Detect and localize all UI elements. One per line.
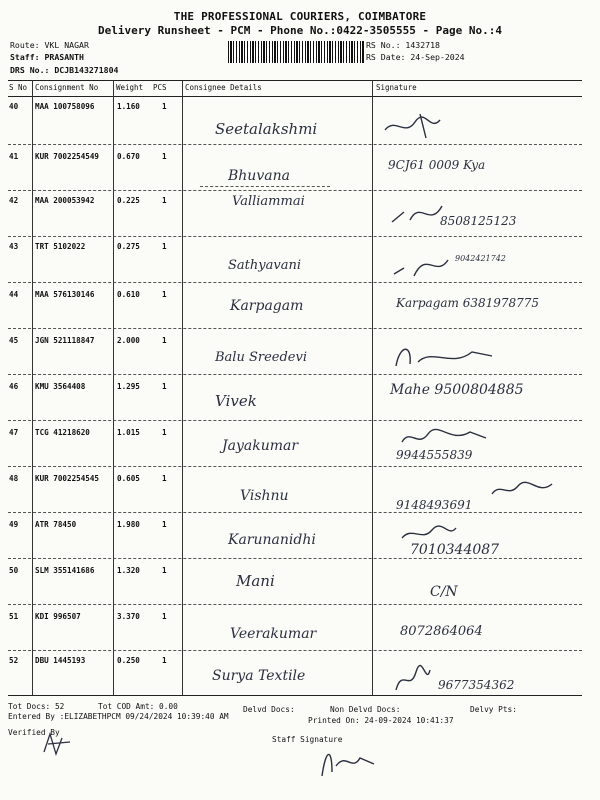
signature-handwritten-note: C/N <box>430 584 458 600</box>
row-pcs: 1 <box>162 428 167 437</box>
staff-signature-scribble <box>318 742 378 782</box>
signature-scribble <box>392 342 502 372</box>
staff-label: Staff: PRASANTH <box>10 52 84 62</box>
row-consignment-no: KUR 7002254545 <box>35 474 100 483</box>
table-row <box>0 146 600 192</box>
col-header-consignment: Consignment No <box>35 83 99 92</box>
drs-number: DRS No.: DCJB143271804 <box>10 65 119 75</box>
row-consignment-no: MAA 100758096 <box>35 102 95 111</box>
signature-scribble <box>380 112 460 140</box>
signature-handwritten-note: Mahe 9500804885 <box>390 382 524 398</box>
row-sno: 41 <box>9 152 19 161</box>
staff-signature-label: Staff Signature <box>272 735 343 744</box>
row-weight: 0.610 <box>117 290 140 299</box>
row-divider <box>8 282 582 283</box>
col-header-consignee: Consignee Details <box>185 83 262 92</box>
row-weight: 0.605 <box>117 474 140 483</box>
col-header-signature: Signature <box>376 83 417 92</box>
table-row <box>0 652 600 698</box>
row-divider <box>8 512 582 513</box>
table-row <box>0 376 600 422</box>
rs-date: RS Date: 24-Sep-2024 <box>366 52 465 62</box>
signature-handwritten-note: 7010344087 <box>410 542 500 558</box>
consignee-handwritten-name: Sathyavani <box>228 258 301 273</box>
non-delivered-docs: Non Delvd Docs: <box>330 705 401 714</box>
consignee-handwritten-name: Jayakumar <box>222 438 299 454</box>
signature-handwritten-note: 9944555839 <box>396 448 473 462</box>
row-pcs: 1 <box>162 102 167 111</box>
row-consignment-no: DBU 1445193 <box>35 656 86 665</box>
row-sno: 42 <box>9 196 19 205</box>
signature-handwritten-note: 9677354362 <box>438 678 515 692</box>
table-row <box>0 560 600 606</box>
row-pcs: 1 <box>162 242 167 251</box>
table-row <box>0 192 600 238</box>
runsheet-subtitle: Delivery Runsheet - PCM - Phone No.:0422-3505555 - Page No.:4 <box>98 24 502 37</box>
row-consignment-no: TRT 5102022 <box>35 242 86 251</box>
row-weight: 1.015 <box>117 428 140 437</box>
signature-scribble <box>392 250 452 280</box>
table-top-rule <box>8 80 582 81</box>
consignee-handwritten-name: Mani <box>236 572 275 590</box>
total-docs: Tot Docs: 52 <box>8 702 65 711</box>
row-sno: 47 <box>9 428 19 437</box>
row-consignment-no: SLM 355141686 <box>35 566 95 575</box>
col-header-pcs: PCS <box>153 83 167 92</box>
consignee-handwritten-name: Balu Sreedevi <box>215 350 307 365</box>
signature-scribble <box>490 480 560 500</box>
row-pcs: 1 <box>162 336 167 345</box>
row-weight: 1.295 <box>117 382 140 391</box>
consignee-handwritten-name: Seetalakshmi <box>215 120 318 138</box>
row-consignment-no: ATR 78450 <box>35 520 77 529</box>
row-weight: 0.250 <box>117 656 140 665</box>
row-pcs: 1 <box>162 290 167 299</box>
signature-handwritten-note: 8508125123 <box>440 214 517 228</box>
row-sno: 48 <box>9 474 19 483</box>
consignee-handwritten-name: Karpagam <box>230 298 304 314</box>
row-weight: 0.225 <box>117 196 140 205</box>
consignee-handwritten-name: Vivek <box>215 392 257 410</box>
table-row <box>0 284 600 330</box>
row-pcs: 1 <box>162 382 167 391</box>
row-weight: 1.160 <box>117 102 140 111</box>
row-divider <box>8 144 582 145</box>
signature-scribble <box>392 666 432 696</box>
table-header-rule <box>8 96 582 97</box>
row-divider <box>8 558 582 559</box>
row-pcs: 1 <box>162 474 167 483</box>
signature-handwritten-note: 9CJ61 0009 Kya <box>388 158 486 172</box>
row-sno: 51 <box>9 612 19 621</box>
row-consignment-no: MAA 200053942 <box>35 196 95 205</box>
consignee-handwritten-name: Karunanidhi <box>228 532 316 548</box>
delivered-docs: Delvd Docs: <box>243 705 295 714</box>
route-label: Route: VKL NAGAR <box>10 40 89 50</box>
row-sno: 46 <box>9 382 19 391</box>
entered-by: Entered By :ELIZABETHPCM 09/24/2024 10:39:40 AM <box>8 712 229 721</box>
sign-line <box>200 186 330 187</box>
row-divider <box>8 466 582 467</box>
row-sno: 45 <box>9 336 19 345</box>
row-divider <box>8 650 582 651</box>
row-weight: 1.320 <box>117 566 140 575</box>
row-divider <box>8 604 582 605</box>
runsheet-title: THE PROFESSIONAL COURIERS, COIMBATORE <box>173 10 427 23</box>
barcode-image <box>228 41 364 63</box>
verified-by-label: Verified By <box>8 728 60 737</box>
row-weight: 3.370 <box>117 612 140 621</box>
row-divider <box>8 420 582 421</box>
table-row <box>0 330 600 376</box>
signature-handwritten-note: Karpagam 6381978775 <box>396 296 540 310</box>
consignee-handwritten-name: Veerakumar <box>230 626 317 642</box>
row-pcs: 1 <box>162 656 167 665</box>
signature-scribble <box>390 198 450 228</box>
signature-handwritten-note: 8072864064 <box>400 624 483 639</box>
col-header-sno: S No <box>9 83 28 92</box>
row-divider <box>8 190 582 191</box>
table-row <box>0 514 600 560</box>
table-row <box>0 238 600 284</box>
row-consignment-no: MAA 576130146 <box>35 290 95 299</box>
row-weight: 2.000 <box>117 336 140 345</box>
row-sno: 44 <box>9 290 19 299</box>
consignee-handwritten-name: Bhuvana <box>228 168 290 184</box>
printed-on: Printed On: 24-09-2024 10:41:37 <box>308 716 454 725</box>
table-row <box>0 606 600 652</box>
signature-scribble <box>400 426 490 448</box>
row-weight: 0.670 <box>117 152 140 161</box>
row-pcs: 1 <box>162 196 167 205</box>
signature-handwritten-note: 9148493691 <box>396 498 473 512</box>
consignee-handwritten-name: Surya Textile <box>212 668 306 684</box>
delivery-points: Delvy Pts: <box>470 705 517 714</box>
row-sno: 43 <box>9 242 19 251</box>
row-consignment-no: TCG 41218620 <box>35 428 90 437</box>
row-divider <box>8 374 582 375</box>
row-pcs: 1 <box>162 152 167 161</box>
row-consignment-no: KMU 3564408 <box>35 382 86 391</box>
consignee-handwritten-name: Vishnu <box>240 488 289 504</box>
row-consignment-no: KDI 996507 <box>35 612 81 621</box>
signature-scribble <box>400 522 460 544</box>
row-consignment-no: JGN 521118847 <box>35 336 95 345</box>
row-weight: 1.980 <box>117 520 140 529</box>
col-header-weight: Weight <box>116 83 144 92</box>
row-pcs: 1 <box>162 612 167 621</box>
row-divider <box>8 236 582 237</box>
row-sno: 49 <box>9 520 19 529</box>
rs-number: RS No.: 1432718 <box>366 40 440 50</box>
row-pcs: 1 <box>162 566 167 575</box>
row-consignment-no: KUR 7002254549 <box>35 152 100 161</box>
signature-handwritten-note: 9042421742 <box>455 254 506 263</box>
total-cod-amount: Tot COD Amt: 0.00 <box>98 702 178 711</box>
table-row <box>0 422 600 468</box>
row-divider <box>8 328 582 329</box>
row-sno: 50 <box>9 566 19 575</box>
row-pcs: 1 <box>162 520 167 529</box>
verifier-signature-scribble <box>40 730 80 758</box>
consignee-handwritten-name: Valliammai <box>232 194 305 209</box>
table-row <box>0 468 600 514</box>
table-bottom-rule <box>8 695 582 696</box>
row-sno: 52 <box>9 656 19 665</box>
row-weight: 0.275 <box>117 242 140 251</box>
row-sno: 40 <box>9 102 19 111</box>
table-row <box>0 100 600 146</box>
